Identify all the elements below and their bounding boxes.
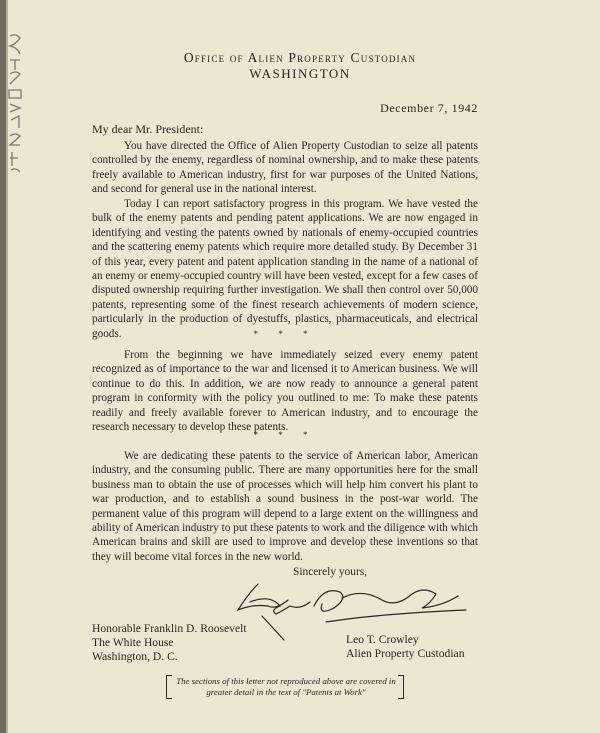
recipient-block <box>92 622 247 665</box>
sender-name: Leo T. Crowley <box>346 633 419 646</box>
city-heading: WASHINGTON <box>249 66 351 81</box>
footnote: The sections of this letter not reproduced above are covered in greater detail in the text of "Patents at Work" <box>176 676 396 697</box>
office-heading: Office of Alien Property Custodian <box>183 50 417 65</box>
section-separator: * * * <box>253 430 317 440</box>
paragraph-4: We are dedicating these patents to the service of American labor, American industry, and the consuming public. There are many opportunities here for the small business man to obtain the use of processes which will help him convert his plant to war production, and to establish a sound business in the post-war world. The permanent value of this program will depend to a large extent on the willingness and ability of American industry to put these patents to work and the diligence with which American brains and skill are used to improve and develop these inventions so that they will become vital forces in the new world. <box>92 450 478 563</box>
footnote-bracket-right <box>398 675 404 699</box>
recipient-name: Honorable Franklin D. Roosevelt <box>92 622 247 635</box>
letter-date: December 7, 1942 <box>380 101 478 115</box>
section-separator: * * * <box>253 329 317 339</box>
paragraph-3: From the beginning we have immediately seized every enemy patent recognized as of importance to the war and licensed it to American business. We will continue to do this. In addition, we are now ready to announce a general patent program in conformity with the policy you outlined to me: To make these patents readily and freely available forever to American industry, and to encourage the research necessary to develop these patents. <box>92 349 478 434</box>
recipient-place: The White House <box>92 636 174 650</box>
paragraph-1: You have directed the Office of Alien Property Custodian to seize all patents controlled by the enemy, regardless of nominal ownership, and to make these patents freely available to American industry, first for war purposes of the United Nations, and second for general use in the national interest. <box>92 140 478 196</box>
recipient-city: Washington, D. C. <box>92 650 178 664</box>
salutation: My dear Mr. President: <box>92 122 204 136</box>
sender-block <box>346 633 465 661</box>
paragraph-2: Today I can report satisfactory progress in this program. We have vested the bulk of the enemy patents and pending patent applications. We are now engaged in identifying and vesting the patents owned by nationals of enemy-occupied countries and the scattering enemy patents which require more detailed study. By December 31 of this year, every patent and patent application standing in the name of a national of an enemy or enemy-occupied country will have been vested, except for a few cases of disputed ownership requiring further investigation. We shall then control over 50,000 patents, representing some of the finest research achievements of modern science, particularly in the production of dyestuffs, plastics, pharmaceuticals, and electrical goods. <box>92 198 478 340</box>
sender-title: Alien Property Custodian <box>346 647 465 661</box>
closing-line: Sincerely yours, <box>293 566 368 578</box>
